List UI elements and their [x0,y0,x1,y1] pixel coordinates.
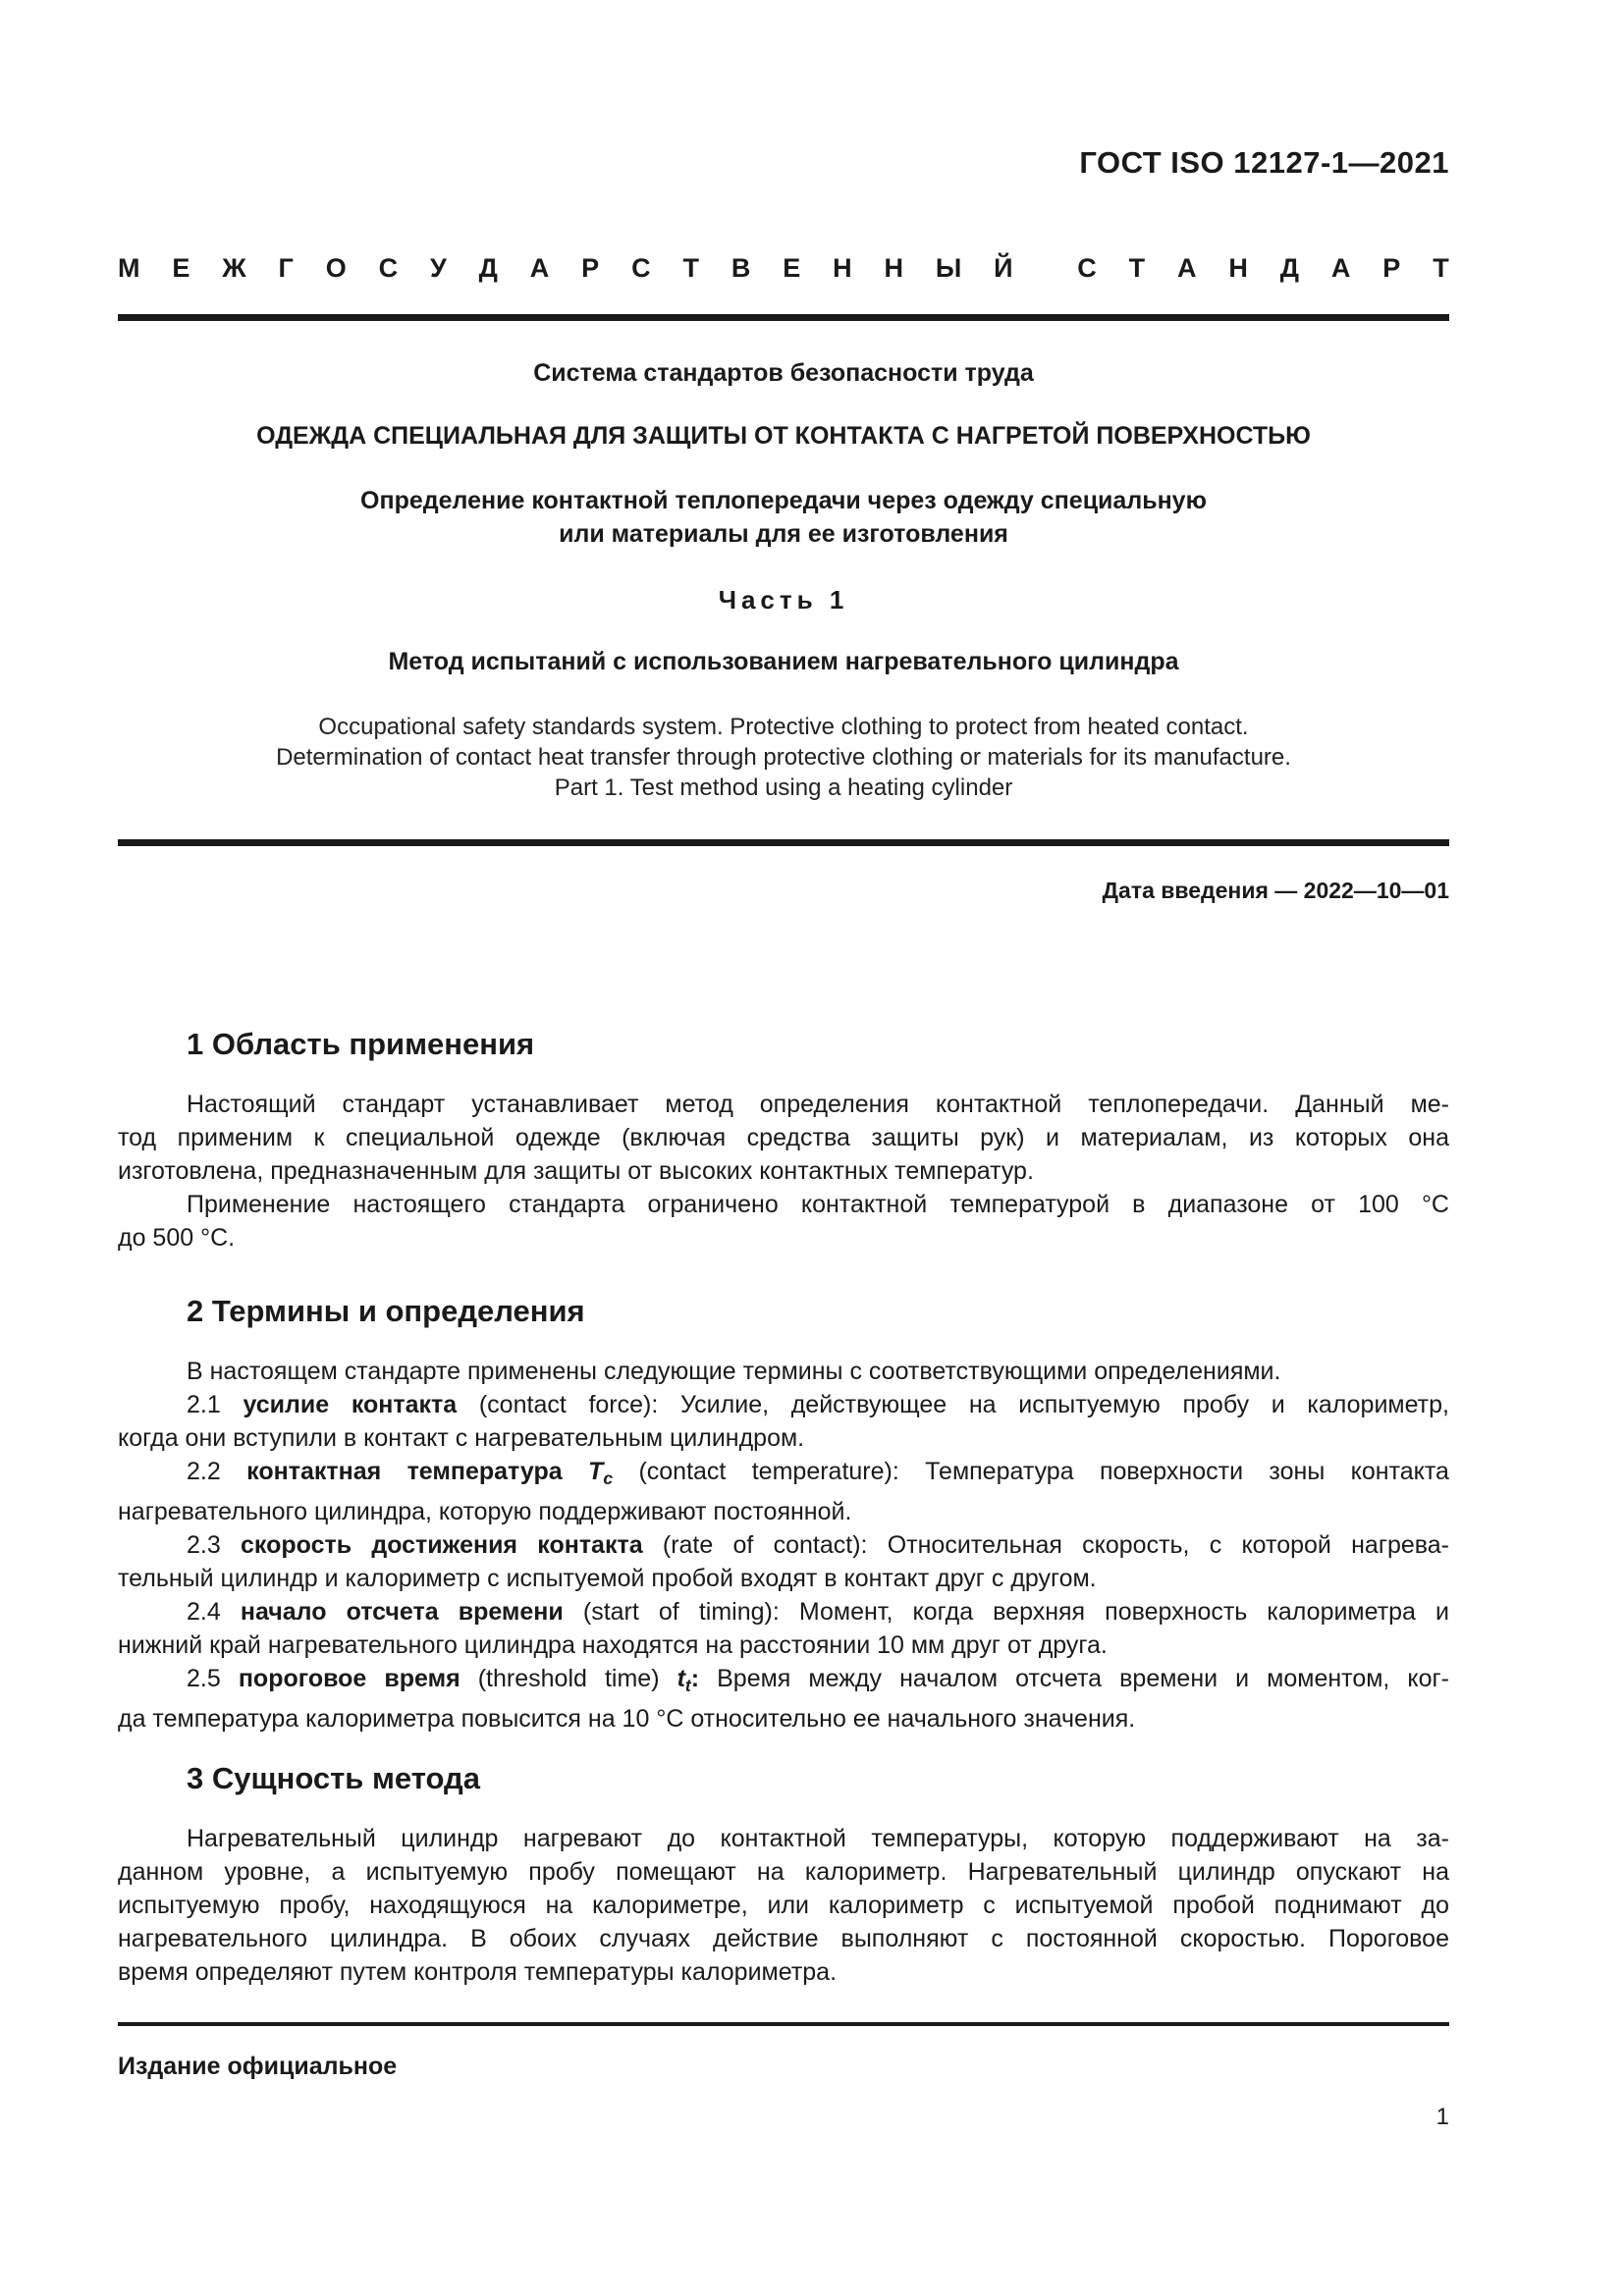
standard-kind-letter: С [1077,253,1097,283]
english-title-line2: Determination of contact heat transfer through protective clothing or materials for its manufacture. [276,744,1291,771]
standard-kind-letter: Д [478,253,498,283]
term-2-4-cont: нижний край нагревательного цилиндра находятся на расстоянии 10 мм друг от друга. [118,1631,1108,1659]
standard-kind-letter: Р [581,253,600,283]
standard-kind-letter: Р [1382,253,1401,283]
standard-kind [118,253,1449,284]
main-title: ОДЕЖДА СПЕЦИАЛЬНАЯ ДЛЯ ЗАЩИТЫ ОТ КОНТАКТА С НАГРЕТОЙ ПОВЕРХНОСТЬЮ [256,422,1311,450]
standard-kind-letter: С [378,253,399,283]
header-divider [118,314,1449,321]
introduction-date: Дата введения — 2022—10—01 [1102,878,1449,903]
standard-kind-letter: Н [833,253,852,283]
term-2-3-cont: тельный цилиндр и калориметр с испытуемой пробой входят в контакт друг с другом. [118,1565,1097,1592]
term-2-3: 2.3 скорость достижения контакта (rate of contact): Относительная скорость, с которой нагрева- [187,1531,1449,1559]
section3-line: время определяют путем контроля температуры калориметра. [118,1958,838,1986]
english-title-line3: Part 1. Test method using a heating cylinder [554,774,1013,801]
section1-line: Применение настоящего стандарта ограничено контактной температурой в диапазоне от 100 °С [187,1191,1449,1218]
section2-text [118,1355,1449,1735]
subtitle-line2: или материалы для ее изготовления [559,520,1008,548]
section3-line: данном уровне, а испытуемую пробу помещают на калориметр. Нагревательный цилиндр опускают на [118,1858,1449,1886]
term-2-1-cont: когда они вступили в контакт с нагревательным цилиндром. [118,1424,805,1452]
standard-kind-letter: Г [278,253,294,283]
standard-kind-letter: У [430,253,447,283]
page-number: 1 [1435,2104,1449,2130]
section3-line: нагревательного цилиндра. В обоих случаях действие выполняют с постоянной скоростью. Пороговое [118,1925,1449,1952]
section3-line: испытуемую пробу, находящуюся на калориметре, или калориметр с испытуемой пробой поднимают до [118,1892,1449,1919]
section2-intro: В настоящем стандарте применены следующие термины с соответствующими определениями. [187,1358,1281,1385]
term-2-1: 2.1 усилие контакта (contact force): Усилие, действующее на испытуемую пробу и калориметр, [187,1391,1449,1418]
standard-kind-letter: Е [783,253,801,283]
section3-line: Нагревательный цилиндр нагревают до контактной температуры, которую поддерживают на за- [187,1825,1449,1852]
english-title-line1: Occupational safety standards system. Protective clothing to protect from heated contact. [318,714,1249,740]
term-2-5: 2.5 пороговое время (threshold time) $t_t$: Время между началом отсчета времени и моментом, ког- [187,1665,1449,1695]
standard-kind-letter: Н [1228,253,1248,283]
standard-kind-letter: А [1330,253,1351,283]
term-2-2-cont: нагревательного цилиндра, которую поддерживают постоянной. [118,1498,852,1525]
standard-kind-letter: А [1177,253,1197,283]
section2-heading: 2 Термины и определения [187,1294,585,1328]
edition-label: Издание официальное [118,2053,398,2080]
standard-kind-letter: Ж [222,253,246,283]
standard-kind-letter: В [731,253,751,283]
section1-line: изготовлена, предназначенным для защиты от высоких контактных температур. [118,1157,1034,1185]
standard-kind-letter: А [529,253,550,283]
title-divider [118,839,1449,846]
subtitle-line1: Определение контактной теплопередачи через одежду специальную [360,487,1207,514]
standard-number: ГОСТ ISO 12127-1—2021 [1079,145,1449,180]
standard-kind-letter: Т [682,253,699,283]
standard-kind-letter: Т [1433,253,1449,283]
section1-line: до 500 °С. [118,1224,236,1252]
standard-kind-letter: Й [994,253,1013,283]
standard-kind-letter: Т [1128,253,1146,283]
term-2-2: 2.2 контактная температура $T_c$ (contact temperature): Температура поверхности зоны контакта [187,1458,1449,1488]
standard-kind-letter: Н [884,253,903,283]
standard-kind-letter: О [325,253,347,283]
system-title: Система стандартов безопасности труда [533,359,1034,387]
section1-line: тод применим к специальной одежде (включая средства защиты рук) и материалам, из которых она [118,1124,1449,1151]
section3-heading: 3 Сущность метода [187,1761,480,1795]
term-2-5-cont: да температура калориметра повысится на 10 °С относительно ее начального значения. [118,1705,1136,1733]
standard-kind-letter: С [631,253,651,283]
part-label: Часть 1 [718,585,849,614]
section1-line: Настоящий стандарт устанавливает метод определения контактной теплопередачи. Данный ме- [187,1091,1449,1118]
footer-divider [118,2022,1449,2026]
section3-text [118,1822,1449,1989]
standard-kind-letter: Ы [935,253,962,283]
standard-kind-letter: М [118,253,140,283]
term-2-4: 2.4 начало отсчета времени (start of timing): Момент, когда верхняя поверхность калориметра и [187,1598,1449,1626]
method-title: Метод испытаний с использованием нагревательного цилиндра [388,648,1179,675]
standard-kind-letter: Д [1279,253,1300,283]
section1-text [118,1088,1449,1255]
section1-heading: 1 Область применения [187,1027,535,1061]
standard-kind-letter: Е [172,253,190,283]
